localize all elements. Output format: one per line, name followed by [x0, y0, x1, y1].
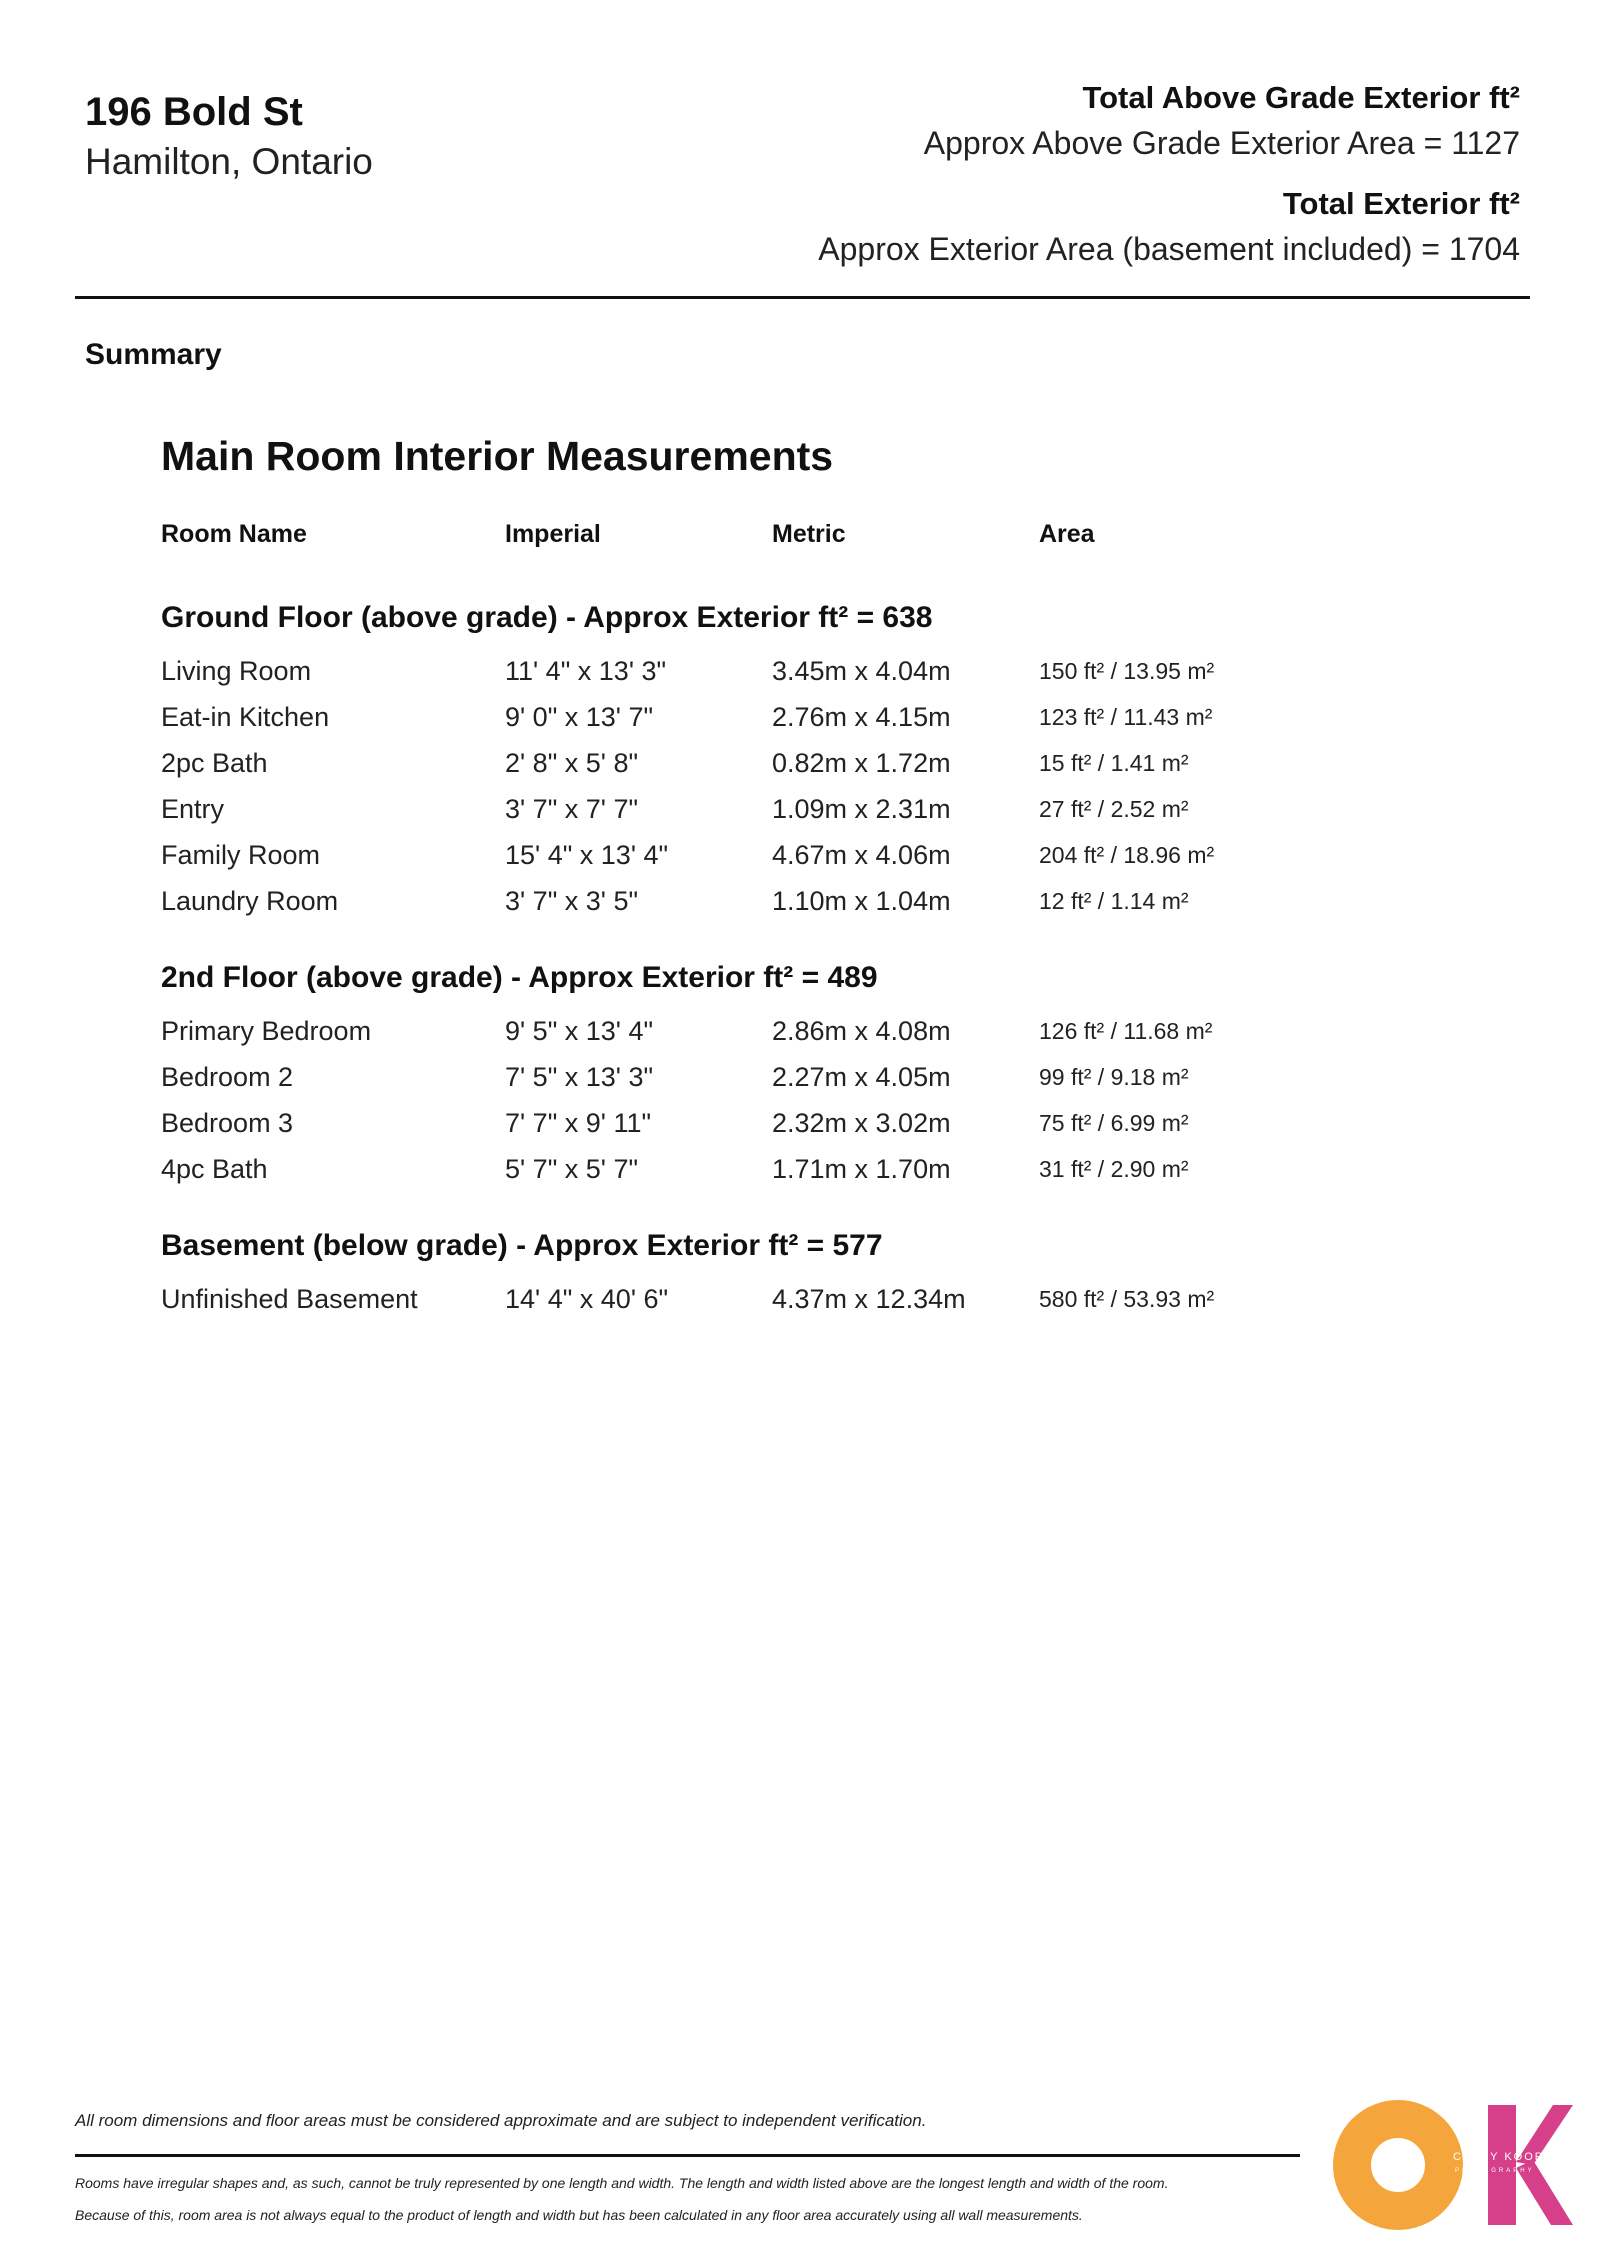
room-name: Bedroom 3	[161, 1107, 294, 1138]
floor-basement	[161, 1224, 1461, 1322]
room-imperial: 11' 4" x 13' 3"	[505, 655, 667, 686]
table-row	[161, 1146, 1461, 1192]
room-metric: 2.32m x 3.02m	[772, 1107, 951, 1138]
logo-mark-icon	[1352, 2105, 1573, 2225]
header-divider	[75, 296, 1530, 299]
footer-divider	[75, 2154, 1300, 2157]
room-name: 2pc Bath	[161, 747, 268, 778]
room-area: 99 ft² / 9.18 m²	[1039, 1063, 1189, 1090]
total-exterior-value: Approx Exterior Area (basement included) = 1704	[818, 231, 1520, 267]
area-totals	[818, 76, 1520, 272]
room-imperial: 2' 8" x 5' 8"	[505, 747, 639, 778]
room-imperial: 15' 4" x 13' 4"	[505, 839, 669, 870]
table-row	[161, 1100, 1461, 1146]
total-exterior-title: Total Exterior ft²	[1282, 186, 1520, 221]
measurements-section	[161, 428, 1461, 1354]
room-imperial: 7' 5" x 13' 3"	[505, 1061, 654, 1092]
room-name: 4pc Bath	[161, 1153, 268, 1184]
footer-disclaimer: All room dimensions and floor areas must be considered approximate and are subject to independent verification.	[75, 2111, 927, 2130]
table-row	[161, 694, 1461, 740]
floor-title: Ground Floor (above grade) - Approx Exterior ft² = 638	[161, 601, 933, 634]
room-area: 31 ft² / 2.90 m²	[1039, 1155, 1189, 1182]
room-name: Living Room	[161, 655, 312, 686]
summary-heading: Summary	[85, 338, 222, 371]
room-metric: 4.67m x 4.06m	[772, 839, 951, 870]
room-name: Entry	[161, 793, 225, 824]
column-header-room-name: Room Name	[161, 519, 307, 548]
room-area: 75 ft² / 6.99 m²	[1039, 1109, 1189, 1136]
floor-title: Basement (below grade) - Approx Exterior ft² = 577	[161, 1229, 883, 1262]
room-imperial: 7' 7" x 9' 11"	[505, 1107, 652, 1138]
floor-ground	[161, 596, 1461, 924]
street-address: 196 Bold St	[85, 90, 303, 134]
footer-note: Rooms have irregular shapes and, as such, cannot be truly represented by one length and width. The length and width listed above are the longest length and width of the room.	[75, 2175, 1169, 2191]
table-row	[161, 1276, 1461, 1322]
table-row	[161, 740, 1461, 786]
company-logo	[1333, 2100, 1573, 2230]
room-imperial: 3' 7" x 3' 5"	[505, 885, 639, 916]
logo-text-name: CATHY KOOP	[1453, 2151, 1545, 2163]
above-grade-title: Total Above Grade Exterior ft²	[1082, 80, 1520, 115]
city-province: Hamilton, Ontario	[85, 141, 373, 182]
table-row	[161, 648, 1461, 694]
room-area: 126 ft² / 11.68 m²	[1039, 1017, 1213, 1044]
column-header-imperial: Imperial	[505, 519, 601, 548]
room-name: Primary Bedroom	[161, 1015, 372, 1046]
room-imperial: 9' 5" x 13' 4"	[505, 1015, 654, 1046]
room-metric: 3.45m x 4.04m	[772, 655, 951, 686]
room-imperial: 5' 7" x 5' 7"	[505, 1153, 639, 1184]
room-metric: 1.09m x 2.31m	[772, 793, 951, 824]
room-name: Family Room	[161, 839, 321, 870]
table-row	[161, 1054, 1461, 1100]
room-metric: 0.82m x 1.72m	[772, 747, 951, 778]
room-imperial: 3' 7" x 7' 7"	[505, 793, 639, 824]
floor-second	[161, 956, 1461, 1192]
table-row	[161, 1008, 1461, 1054]
table-row	[161, 786, 1461, 832]
room-imperial: 14' 4" x 40' 6"	[505, 1283, 669, 1314]
measurements-title: Main Room Interior Measurements	[161, 433, 834, 479]
room-area: 204 ft² / 18.96 m²	[1039, 841, 1215, 868]
room-area: 15 ft² / 1.41 m²	[1039, 749, 1189, 776]
room-metric: 4.37m x 12.34m	[772, 1283, 966, 1314]
room-metric: 2.86m x 4.08m	[772, 1015, 951, 1046]
column-header-metric: Metric	[772, 519, 846, 548]
floor-title: 2nd Floor (above grade) - Approx Exterior ft² = 489	[161, 961, 878, 994]
room-area: 123 ft² / 11.43 m²	[1039, 703, 1213, 730]
room-area: 12 ft² / 1.14 m²	[1039, 887, 1189, 914]
room-metric: 2.76m x 4.15m	[772, 701, 951, 732]
room-name: Eat-in Kitchen	[161, 701, 330, 732]
room-name: Laundry Room	[161, 885, 339, 916]
column-headers	[161, 514, 1461, 554]
table-row	[161, 878, 1461, 924]
room-area: 27 ft² / 2.52 m²	[1039, 795, 1189, 822]
room-metric: 1.71m x 1.70m	[772, 1153, 951, 1184]
footer-note: Because of this, room area is not always equal to the product of length and width but has been calculated in any floor area accurately using all wall measurements.	[75, 2207, 1083, 2223]
above-grade-value: Approx Above Grade Exterior Area = 1127	[923, 125, 1520, 161]
room-name: Unfinished Basement	[161, 1283, 418, 1314]
room-metric: 1.10m x 1.04m	[772, 885, 951, 916]
room-area: 150 ft² / 13.95 m²	[1039, 657, 1215, 684]
logo-text-tagline: PHOTOGRAPHY	[1455, 2168, 1535, 2174]
column-header-area: Area	[1039, 519, 1095, 548]
room-metric: 2.27m x 4.05m	[772, 1061, 951, 1092]
table-row	[161, 832, 1461, 878]
room-imperial: 9' 0" x 13' 7"	[505, 701, 654, 732]
property-address	[85, 86, 373, 186]
room-area: 580 ft² / 53.93 m²	[1039, 1285, 1215, 1312]
room-name: Bedroom 2	[161, 1061, 294, 1092]
